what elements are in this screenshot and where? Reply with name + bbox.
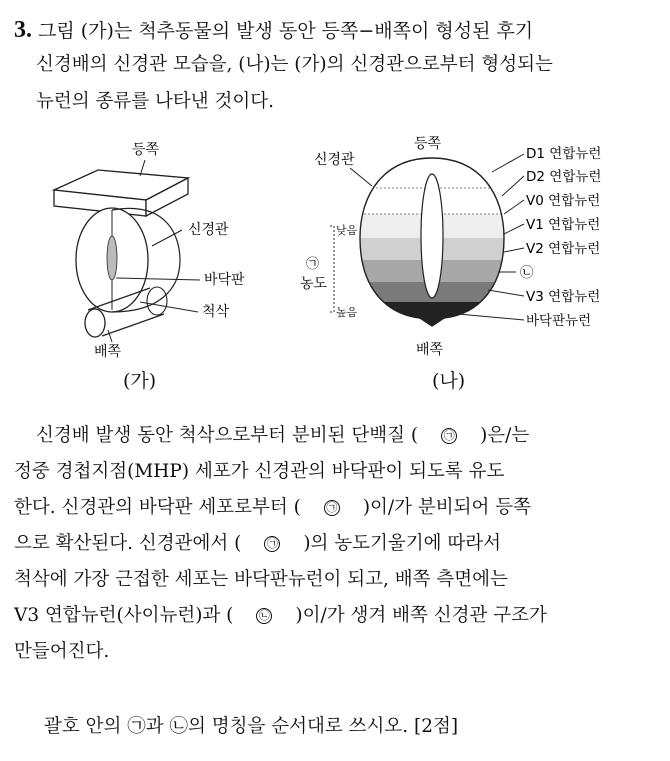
para-line-1a: 신경배 발생 동안 척삭으로부터 분비된 단백질 ( bbox=[36, 425, 419, 446]
label-dorsal-b: 등쪽 bbox=[414, 136, 442, 152]
label-marker-a-b: ㉠ bbox=[306, 257, 320, 272]
figure-b-drawing bbox=[292, 130, 662, 360]
figure-b bbox=[292, 130, 662, 360]
para-line-6 bbox=[14, 598, 654, 634]
intro-line-2: 신경배의 신경관 모습을, (나)는 (가)의 신경관으로부터 형성되는 bbox=[36, 54, 553, 75]
label-v1: V1 연합뉴런 bbox=[526, 217, 601, 233]
neural-lumen bbox=[107, 236, 117, 280]
blank-a-1 bbox=[418, 418, 480, 454]
figure-a-drawing bbox=[40, 130, 280, 360]
label-floor-plate-neuron: 바닥판뉴런 bbox=[526, 313, 592, 329]
para-line-4 bbox=[14, 526, 654, 562]
body-paragraph bbox=[14, 418, 654, 670]
label-ventral-b: 배쪽 bbox=[416, 342, 444, 358]
label-marker-b-fig: ㉡ bbox=[520, 265, 534, 281]
para-line-4b: )의 농도기울기에 따라서 bbox=[303, 533, 502, 554]
para-line-3 bbox=[14, 490, 654, 526]
label-high: 높음 bbox=[336, 306, 358, 319]
caption-b: (나) bbox=[432, 370, 466, 392]
para-line-6b: )이/가 생겨 배쪽 신경관 구조가 bbox=[295, 605, 547, 626]
caption-a: (가) bbox=[123, 370, 157, 392]
label-v2: V2 연합뉴런 bbox=[526, 241, 601, 257]
marker-a: ㉠ bbox=[441, 428, 457, 444]
para-line-7: 만들어진다. bbox=[14, 641, 110, 662]
label-low: 낮음 bbox=[336, 224, 358, 237]
label-d2: D2 연합뉴런 bbox=[526, 169, 602, 185]
label-neural-tube-b: 신경관 bbox=[314, 152, 355, 168]
para-line-6a: V3 연합뉴런(사이뉴런)과 ( bbox=[14, 605, 234, 626]
blank-a-2 bbox=[301, 490, 363, 526]
para-line-1 bbox=[14, 418, 654, 454]
label-ventral-a: 배쪽 bbox=[94, 344, 122, 360]
question-prompt: 괄호 안의 ㉠과 ㉡의 명칭을 순서대로 쓰시오. [2점] bbox=[44, 716, 459, 737]
label-floor-plate-a: 바닥판 bbox=[204, 272, 245, 288]
para-line-3b: )이/가 분비되어 등쪽 bbox=[362, 497, 532, 518]
para-line-1b: )은/는 bbox=[480, 425, 530, 446]
question-number: 3. bbox=[14, 17, 32, 43]
label-dorsal-a: 등쪽 bbox=[132, 142, 160, 158]
figure-a bbox=[40, 130, 280, 360]
para-line-3a: 한다. 신경관의 바닥판 세포로부터 ( bbox=[14, 497, 301, 518]
blank-b bbox=[233, 598, 295, 634]
label-d1: D1 연합뉴런 bbox=[526, 146, 602, 162]
marker-a: ㉠ bbox=[264, 536, 280, 552]
label-v0: V0 연합뉴런 bbox=[526, 193, 601, 209]
marker-b: ㉡ bbox=[256, 608, 272, 624]
para-line-4a: 으로 확산된다. 신경관에서 ( bbox=[14, 533, 242, 554]
notochord-shape bbox=[85, 309, 105, 337]
para-line-5: 척삭에 가장 근접한 세포는 바닥판뉴런이 되고, 배쪽 측면에는 bbox=[14, 569, 508, 590]
para-line-2: 정중 경첩지점(MHP) 세포가 신경관의 바닥판이 되도록 유도 bbox=[14, 461, 505, 482]
label-notochord-a: 척삭 bbox=[202, 304, 230, 320]
blank-a-3 bbox=[241, 526, 303, 562]
question-heading bbox=[14, 14, 533, 48]
marker-a: ㉠ bbox=[324, 500, 340, 516]
label-gradient: 농도 bbox=[300, 276, 328, 292]
neural-lumen-b bbox=[421, 174, 443, 298]
label-neural-tube-a: 신경관 bbox=[188, 222, 229, 238]
label-v3: V3 연합뉴런 bbox=[526, 289, 601, 305]
intro-line-1: 그림 (가)는 척추동물의 발생 동안 등쪽−배쪽이 형성된 후기 bbox=[38, 20, 534, 42]
intro-line-3: 뉴런의 종류를 나타낸 것이다. bbox=[36, 91, 274, 112]
